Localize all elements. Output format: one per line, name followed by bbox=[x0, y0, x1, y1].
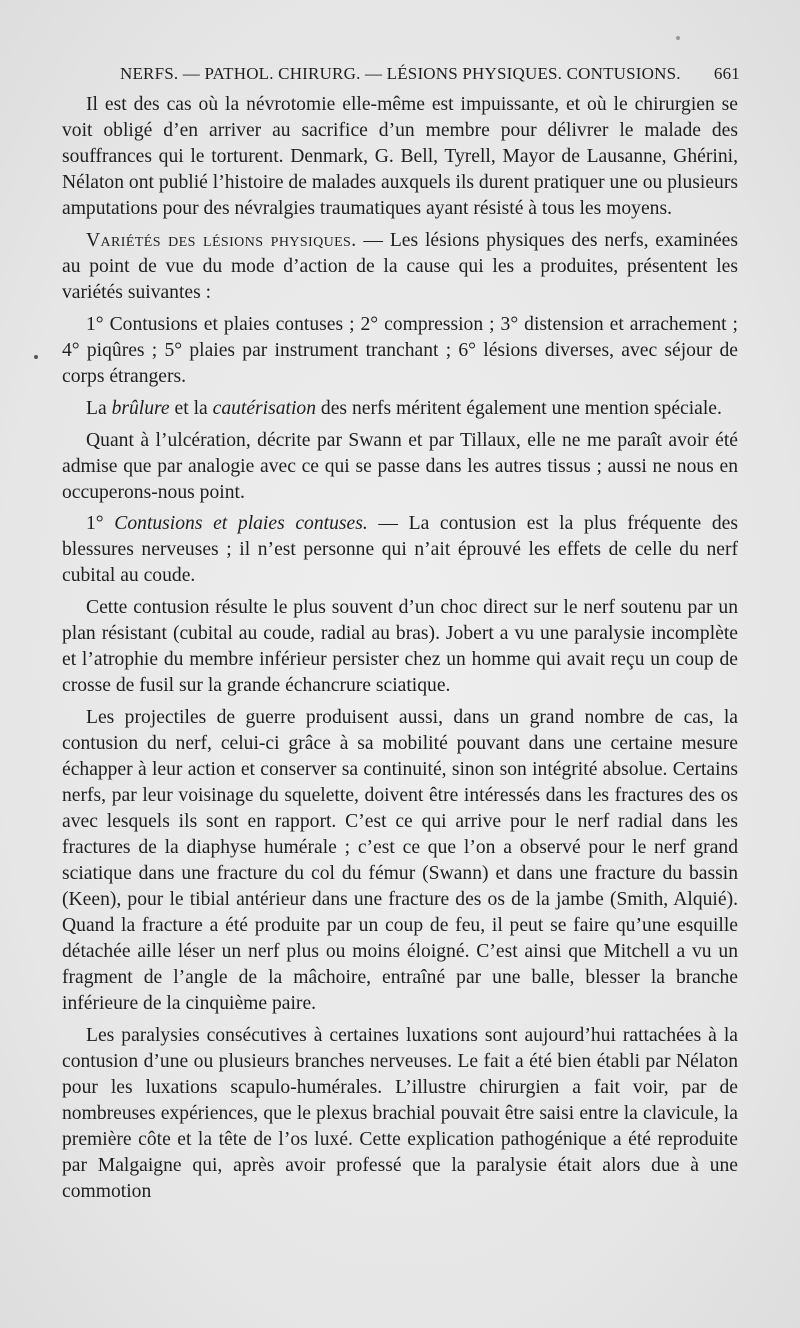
running-head bbox=[120, 64, 740, 86]
section-heading: Variétés des lésions physiques. bbox=[86, 229, 357, 251]
paragraph-text: et la bbox=[169, 397, 213, 419]
paragraph bbox=[62, 228, 738, 306]
paragraph-text: — Les lésions physiques des nerfs, examinées au point de vue du mode d’action de la cause qui les a produites, présentent les variétés suivantes : bbox=[62, 229, 738, 303]
subsection-heading: Contusions et plaies contuses. bbox=[114, 513, 368, 535]
paragraph bbox=[62, 396, 738, 422]
paragraph-text: La bbox=[86, 397, 112, 419]
page-number: 661 bbox=[713, 64, 740, 83]
paragraph-text: — La contusion est la plus fréquente des blessures nerveuses ; il n’est personne qui n’ait éprouvé les effets de celle du nerf cubital au coude. bbox=[62, 513, 738, 587]
running-title: NERFS. — PATHOL. CHIRURG. — LÉSIONS PHYSIQUES. CONTUSIONS. bbox=[120, 64, 681, 83]
paragraph-text: des nerfs méritent également une mention spéciale. bbox=[316, 397, 722, 419]
paragraph: Il est des cas où la névrotomie elle-même est impuissante, et où le chirurgien se voit obligé d’en arriver au sacrifice d’un membre pour délivrer le malade des souffrances qui le torturent. Denmark, G. Bell, Tyrell, Mayor de Lausanne, Ghérini, Nélaton ont publié l’histoire de malades auxquels ils durent pratiquer une ou plusieurs amputations pour des névralgies traumatiques ayant résisté à tous les moyens. bbox=[62, 94, 738, 219]
ink-spot bbox=[34, 355, 38, 359]
paragraph: 1° Contusions et plaies contuses ; 2° compression ; 3° distension et arrachement ; 4° piqûres ; 5° plaies par instrument tranchant ; 6° lésions diverses, avec séjour de corps étrangers. bbox=[62, 313, 738, 387]
section-number: 1° bbox=[86, 513, 115, 535]
ink-spot bbox=[676, 36, 680, 40]
italic-term: brûlure bbox=[111, 397, 170, 419]
paragraph bbox=[62, 511, 738, 589]
paragraph: Cette contusion résulte le plus souvent d’un choc direct sur le nerf soutenu par un plan résistant (cubital au coude, radial au bras). Jobert a vu une paralysie incomplète et l’atrophie du membre inférieur persister chez un homme qui avait reçu un coup de crosse de fusil sur la grande échancrure sciatique. bbox=[62, 597, 738, 697]
paragraph: Les paralysies consécutives à certaines luxations sont aujourd’hui rattachées à la contusion d’une ou plusieurs branches nerveuses. Le fait a été bien établi par Nélaton pour les luxations scapulo-humérales. L’illustre chirurgien a fait voir, par de nombreuses expériences, que le plexus brachial pouvait être saisi entre la clavicule, la première côte et la tête de l’os luxé. Cette explication pathogénique a été reproduite par Malgaigne qui, après avoir professé que la paralysie était alors due à une commotion bbox=[62, 1025, 738, 1202]
paragraph: Les projectiles de guerre produisent aussi, dans un grand nombre de cas, la contusion du nerf, celui-ci grâce à sa mobilité pouvant dans une certaine mesure échapper à leur action et conserver sa continuité, sinon son intégrité absolue. Certains nerfs, par leur voisinage du squelette, doivent être intéressés dans les fractures des os avec lesquels ils sont en rapport. C’est ce qui arrive pour le nerf radial dans les fractures de la diaphyse humérale ; c’est ce que l’on a observé pour le nerf grand sciatique dans une fracture du col du fémur (Swann) et dans une fracture du bassin (Keen), pour le tibial antérieur dans une fracture des os de la jambe (Smith, Alquié). Quand la fracture a été produite par un coup de feu, il peut se faire qu’une esquille détachée aille léser un nerf plus ou moins éloigné. C’est ainsi que Mitchell a vu un fragment de l’angle de la mâchoire, entraîné par une balle, blesser la branche inférieure de la cinquième paire. bbox=[62, 707, 738, 1015]
paragraph: Quant à l’ulcération, décrite par Swann et par Tillaux, elle ne me paraît avoir été admise que par analogie avec ce qui se passe dans les autres tissus ; aussi ne nous en occuperons-nous point. bbox=[62, 429, 738, 503]
italic-term: cautérisation bbox=[212, 397, 317, 419]
page-body bbox=[62, 92, 738, 1211]
